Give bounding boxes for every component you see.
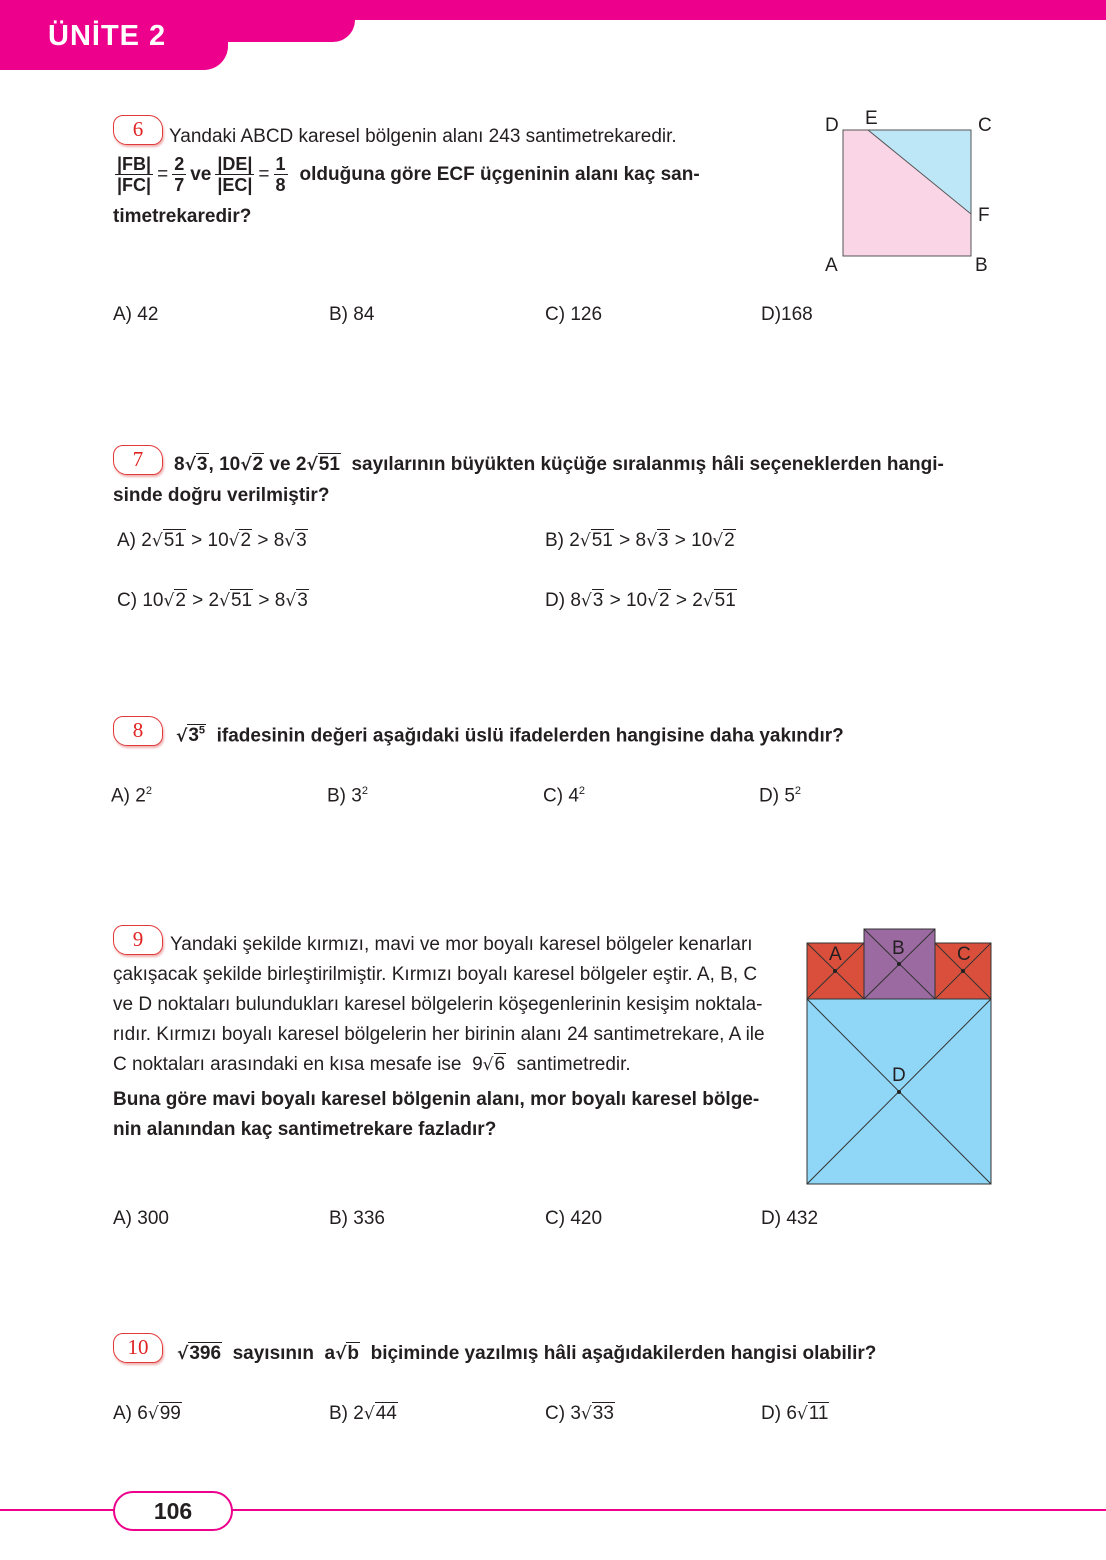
- square-root: √2: [240, 454, 264, 475]
- option-b[interactable]: B) 2√44: [329, 1403, 397, 1424]
- fraction: [172, 154, 186, 195]
- label-d: D: [825, 115, 839, 136]
- option-a[interactable]: A) $2^2$: [111, 785, 152, 807]
- label-b: B: [975, 255, 988, 276]
- numerator: 1: [275, 154, 286, 174]
- option-b[interactable]: B) 2√51 > 8√3 > 10√2: [545, 530, 735, 551]
- square-root: √2: [647, 590, 670, 611]
- numerator: 2: [174, 154, 185, 174]
- question-number: 9: [113, 925, 163, 955]
- q9-question-line: nin alanından kaç santimetrekare fazladır?: [113, 1119, 497, 1140]
- option-c[interactable]: C) 3√33: [545, 1403, 614, 1424]
- squares-figure: [805, 927, 995, 1187]
- option-b[interactable]: B) $3^2$: [327, 785, 368, 807]
- label-b: B: [892, 938, 905, 959]
- option-d[interactable]: D) 8√3 > 10√2 > 2√51: [545, 590, 736, 611]
- square-root: √11: [796, 1403, 829, 1424]
- q9-text-line: rıdır. Kırmızı boyalı karesel bölgelerin her birinin alanı 24 santimetrekare, A ile: [113, 1024, 765, 1045]
- square-root: √51: [151, 530, 185, 551]
- square-abcd-figure: [820, 105, 1000, 280]
- and-word: ve: [269, 454, 291, 475]
- q8-text: [176, 725, 844, 747]
- square-root: √2: [163, 590, 186, 611]
- label-c: C: [957, 944, 971, 965]
- square-root: √b: [335, 1343, 360, 1364]
- option-d[interactable]: D)168: [761, 304, 813, 325]
- q9-text-line: Yandaki şekilde kırmızı, mavi ve mor boyalı karesel bölgeler kenarları: [170, 934, 753, 955]
- option-c[interactable]: C) 126: [545, 304, 603, 325]
- option-a[interactable]: A) 6√99: [113, 1403, 181, 1424]
- q10-text: √396 sayısının a√b biçiminde yazılmış hâli aşağıdakilerden hangisi olabilir?: [177, 1343, 877, 1364]
- equals: =: [157, 163, 169, 185]
- and-word: ve: [190, 163, 212, 185]
- square-root: √51: [579, 530, 613, 551]
- radicand: 2: [252, 454, 264, 475]
- coefficient: 10: [219, 454, 241, 475]
- numerator: |FB|: [117, 154, 152, 174]
- q6-text-line1: Yandaki ABCD karesel bölgenin alanı 243 santimetrekaredir.: [169, 126, 677, 147]
- coefficient: 2: [295, 454, 307, 475]
- option-c[interactable]: C) 420: [545, 1208, 603, 1229]
- option-d[interactable]: D) 6√11: [761, 1403, 829, 1424]
- fraction: [115, 154, 153, 195]
- denominator: 7: [174, 175, 185, 195]
- label-e: E: [865, 108, 878, 129]
- question-number: 7: [113, 445, 163, 475]
- denominator: |FC|: [117, 175, 152, 195]
- option-a[interactable]: A) 300: [113, 1208, 169, 1229]
- q9-text-line: C noktaları arasındaki en kısa mesafe ise 9√6 santimetredir.: [113, 1054, 631, 1075]
- q6-formula: [115, 154, 700, 195]
- square-root: $√3^5$: [176, 725, 206, 747]
- unit-title: ÜNİTE 2: [48, 20, 167, 52]
- option-b[interactable]: B) 336: [329, 1208, 385, 1229]
- question-number: 8: [113, 716, 163, 746]
- square-root: √3: [284, 530, 307, 551]
- question-number: 10: [113, 1333, 163, 1363]
- square-root: √99: [147, 1403, 181, 1424]
- q9-question-line: Buna göre mavi boyalı karesel bölgenin alanı, mor boyalı karesel bölge-: [113, 1089, 760, 1110]
- exponent: 5: [198, 725, 206, 737]
- option-b[interactable]: B) 84: [329, 304, 375, 325]
- square-root: √2: [712, 530, 735, 551]
- equals: =: [258, 163, 270, 185]
- radicand: 3: [196, 454, 208, 475]
- coefficient: 8: [174, 454, 185, 475]
- square-root: √51: [219, 590, 253, 611]
- option-d[interactable]: D) $5^2$: [759, 785, 802, 807]
- label-a: A: [825, 255, 838, 276]
- option-a[interactable]: A) 42: [113, 304, 159, 325]
- fraction: [274, 154, 288, 195]
- q7-text-line1: [174, 454, 944, 476]
- numerator: |DE|: [217, 154, 253, 174]
- denominator: |EC|: [217, 175, 253, 195]
- square-root: √3: [646, 530, 669, 551]
- q9-text-line: ve D noktaları bulundukları karesel bölgelerin köşegenlerinin kesişim noktala-: [113, 994, 763, 1015]
- label-d: D: [892, 1065, 906, 1086]
- square-root: √2: [228, 530, 252, 551]
- square-root: √33: [580, 1403, 614, 1424]
- comma: ,: [208, 454, 214, 475]
- q7-text-line2: sinde doğru verilmiştir?: [113, 485, 330, 506]
- q6-text-line2: olduğuna göre ECF üçgeninin alanı kaç san-: [299, 163, 700, 185]
- square-root: √44: [363, 1403, 397, 1424]
- square-root: √3: [184, 454, 208, 475]
- square-root: √51: [306, 454, 340, 475]
- radicand: 51: [318, 454, 340, 475]
- question-number: 6: [113, 115, 163, 145]
- q9-text-line: çakışacak şekilde birleştirilmiştir. Kırmızı boyalı karesel bölgeler eştir. A, B, C: [113, 964, 758, 985]
- label-f: F: [978, 205, 990, 226]
- q6-text-line3: timetrekaredir?: [113, 206, 252, 227]
- q8-question: ifadesinin değeri aşağıdaki üslü ifadelerden hangisine daha yakındır?: [216, 725, 844, 747]
- q7-text: sayılarının büyükten küçüğe sıralanmış hâli seçeneklerden hangi-: [351, 454, 944, 475]
- option-a[interactable]: A) 2√51 > 10√2 > 8√3: [117, 530, 307, 551]
- square-root: √51: [702, 590, 736, 611]
- denominator: 8: [275, 175, 286, 195]
- fraction: [215, 154, 254, 195]
- square-root: √396: [177, 1343, 222, 1364]
- option-d[interactable]: D) 432: [761, 1208, 819, 1229]
- option-c[interactable]: C) $4^2$: [543, 785, 586, 807]
- label-c: C: [978, 115, 992, 136]
- square-root: √6: [482, 1054, 506, 1075]
- option-c[interactable]: C) 10√2 > 2√51 > 8√3: [117, 590, 308, 611]
- square-root: √3: [580, 590, 604, 611]
- base: 3: [188, 725, 199, 747]
- page-number: 106: [153, 1498, 193, 1524]
- label-a: A: [829, 944, 842, 965]
- square-root: √3: [285, 590, 308, 611]
